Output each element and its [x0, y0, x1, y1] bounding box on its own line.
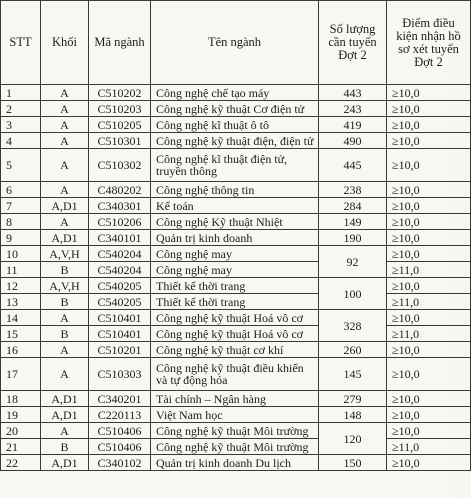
- cell-ten: Kế toán: [151, 198, 319, 214]
- cell-stt: 7: [1, 198, 41, 214]
- cell-diem: ≥10,0: [387, 117, 471, 133]
- cell-ten: Công nghệ thông tin: [151, 182, 319, 198]
- cell-stt: 18: [1, 391, 41, 407]
- cell-stt: 11: [1, 262, 41, 278]
- table-row: [1, 326, 471, 342]
- cell-so-luong: 190: [319, 230, 387, 246]
- cell-khoi: A: [41, 423, 89, 439]
- cell-ten: Công nghệ kỹ thuật Môi trường: [151, 439, 319, 455]
- cell-ma: C510203: [89, 101, 151, 117]
- cell-khoi: A: [41, 117, 89, 133]
- header-row: [1, 1, 471, 85]
- cell-so-luong: 100: [319, 278, 387, 310]
- cell-ma: C340101: [89, 230, 151, 246]
- table-row: [1, 182, 471, 198]
- cell-so-luong: 150: [319, 455, 387, 471]
- cell-khoi: A: [41, 101, 89, 117]
- cell-ten: Công nghệ kĩ thuật điện tử, truyền thông: [151, 149, 319, 182]
- cell-so-luong: 279: [319, 391, 387, 407]
- cell-so-luong: 284: [319, 198, 387, 214]
- cell-so-luong: 443: [319, 85, 387, 101]
- cell-so-luong: 260: [319, 342, 387, 358]
- table-row: [1, 246, 471, 262]
- cell-ten: Tài chính – Ngân hàng: [151, 391, 319, 407]
- cell-khoi: A: [41, 214, 89, 230]
- table-row: [1, 358, 471, 391]
- cell-stt: 13: [1, 294, 41, 310]
- cell-so-luong: 148: [319, 407, 387, 423]
- cell-diem: ≥10,0: [387, 246, 471, 262]
- cell-ma: C510401: [89, 310, 151, 326]
- table-row: [1, 407, 471, 423]
- cell-stt: 16: [1, 342, 41, 358]
- cell-ma: C510302: [89, 149, 151, 182]
- cell-ten: Công nghệ kỹ thuật Môi trường: [151, 423, 319, 439]
- cell-ma: C540204: [89, 246, 151, 262]
- table-row: [1, 439, 471, 455]
- cell-ma: C510205: [89, 117, 151, 133]
- cell-diem: ≥11,0: [387, 439, 471, 455]
- header-stt: STT: [1, 1, 41, 85]
- table-row: [1, 423, 471, 439]
- cell-diem: ≥10,0: [387, 407, 471, 423]
- cell-khoi: A,V,H: [41, 246, 89, 262]
- cell-diem: ≥10,0: [387, 198, 471, 214]
- cell-diem: ≥10,0: [387, 391, 471, 407]
- cell-stt: 17: [1, 358, 41, 391]
- cell-ten: Quản trị kinh doanh Du lịch: [151, 455, 319, 471]
- cell-khoi: A,V,H: [41, 278, 89, 294]
- cell-ma: C510406: [89, 423, 151, 439]
- cell-ma: C510201: [89, 342, 151, 358]
- table-row: [1, 230, 471, 246]
- cell-stt: 15: [1, 326, 41, 342]
- table-row: [1, 310, 471, 326]
- cell-so-luong: 238: [319, 182, 387, 198]
- cell-stt: 12: [1, 278, 41, 294]
- cell-khoi: A: [41, 310, 89, 326]
- cell-ma: C340301: [89, 198, 151, 214]
- cell-khoi: B: [41, 439, 89, 455]
- cell-stt: 3: [1, 117, 41, 133]
- cell-stt: 21: [1, 439, 41, 455]
- cell-ten: Quản trị kinh doanh: [151, 230, 319, 246]
- cell-khoi: A,D1: [41, 407, 89, 423]
- cell-stt: 14: [1, 310, 41, 326]
- cell-diem: ≥10,0: [387, 101, 471, 117]
- cell-ten: Công nghệ kỹ thuật cơ khí: [151, 342, 319, 358]
- cell-ma: C340201: [89, 391, 151, 407]
- cell-khoi: A: [41, 133, 89, 149]
- cell-ma: C510301: [89, 133, 151, 149]
- cell-diem: ≥10,0: [387, 310, 471, 326]
- cell-ten: Công nghệ kỹ thuật điều khiển và tự động hóa: [151, 358, 319, 391]
- cell-so-luong: 328: [319, 310, 387, 342]
- table-row: [1, 214, 471, 230]
- table-row: [1, 85, 471, 101]
- cell-diem: ≥10,0: [387, 149, 471, 182]
- cell-stt: 6: [1, 182, 41, 198]
- table-row: [1, 101, 471, 117]
- cell-so-luong: 445: [319, 149, 387, 182]
- cell-khoi: A: [41, 342, 89, 358]
- cell-diem: ≥10,0: [387, 182, 471, 198]
- cell-diem: ≥10,0: [387, 455, 471, 471]
- cell-ten: Công nghệ kỹ thuật Hoá vô cơ: [151, 326, 319, 342]
- cell-ma: C510202: [89, 85, 151, 101]
- cell-khoi: A: [41, 149, 89, 182]
- cell-ten: Công nghệ chế tạo máy: [151, 85, 319, 101]
- cell-ma: C510401: [89, 326, 151, 342]
- cell-so-luong: 243: [319, 101, 387, 117]
- cell-khoi: A,D1: [41, 391, 89, 407]
- cell-ma: C340102: [89, 455, 151, 471]
- cell-so-luong: 145: [319, 358, 387, 391]
- header-ten-nganh: Tên ngành: [151, 1, 319, 85]
- cell-so-luong: 419: [319, 117, 387, 133]
- cell-ten: Việt Nam học: [151, 407, 319, 423]
- cell-diem: ≥10,0: [387, 423, 471, 439]
- cell-stt: 2: [1, 101, 41, 117]
- table-row: [1, 149, 471, 182]
- cell-ma: C540205: [89, 294, 151, 310]
- cell-diem: ≥11,0: [387, 262, 471, 278]
- header-ma-nganh: Mã ngành: [89, 1, 151, 85]
- cell-khoi: A,D1: [41, 455, 89, 471]
- cell-stt: 8: [1, 214, 41, 230]
- cell-stt: 22: [1, 455, 41, 471]
- cell-khoi: A: [41, 182, 89, 198]
- cell-ma: C510206: [89, 214, 151, 230]
- table-row: [1, 198, 471, 214]
- cell-diem: ≥10,0: [387, 85, 471, 101]
- cell-ten: Công nghệ kỹ thuật Cơ điện tử: [151, 101, 319, 117]
- table-row: [1, 455, 471, 471]
- cell-ten: Công nghệ kĩ thuật ô tô: [151, 117, 319, 133]
- cell-stt: 4: [1, 133, 41, 149]
- cell-stt: 9: [1, 230, 41, 246]
- cell-khoi: A: [41, 358, 89, 391]
- cell-ma: C540204: [89, 262, 151, 278]
- cell-ten: Thiết kế thời trang: [151, 294, 319, 310]
- cell-so-luong: 490: [319, 133, 387, 149]
- cell-diem: ≥10,0: [387, 230, 471, 246]
- cell-khoi: B: [41, 262, 89, 278]
- cell-ma: C540205: [89, 278, 151, 294]
- cell-diem: ≥10,0: [387, 278, 471, 294]
- cell-ten: Công nghệ kỹ thuật điện, điện tử: [151, 133, 319, 149]
- cell-so-luong: 92: [319, 246, 387, 278]
- cell-khoi: A,D1: [41, 230, 89, 246]
- table-row: [1, 342, 471, 358]
- cell-ten: Công nghệ kỹ thuật Hoá vô cơ: [151, 310, 319, 326]
- cell-ma: C480202: [89, 182, 151, 198]
- cell-ten: Công nghệ may: [151, 262, 319, 278]
- cell-stt: 1: [1, 85, 41, 101]
- cell-diem: ≥11,0: [387, 294, 471, 310]
- cell-ten: Thiết kế thời trang: [151, 278, 319, 294]
- cell-khoi: B: [41, 326, 89, 342]
- cell-khoi: B: [41, 294, 89, 310]
- cell-khoi: A: [41, 85, 89, 101]
- cell-ma: C510303: [89, 358, 151, 391]
- header-so-luong: Số lượng cần tuyển Đợt 2: [319, 1, 387, 85]
- cell-ma: C220113: [89, 407, 151, 423]
- table-row: [1, 278, 471, 294]
- table-row: [1, 294, 471, 310]
- cell-ten: Công nghệ Kỹ thuật Nhiệt: [151, 214, 319, 230]
- cell-diem: ≥11,0: [387, 326, 471, 342]
- cell-diem: ≥10,0: [387, 214, 471, 230]
- cell-stt: 19: [1, 407, 41, 423]
- header-khoi: Khối: [41, 1, 89, 85]
- cell-so-luong: 120: [319, 423, 387, 455]
- cell-so-luong: 149: [319, 214, 387, 230]
- table-row: [1, 133, 471, 149]
- cell-diem: ≥10,0: [387, 358, 471, 391]
- cell-diem: ≥10,0: [387, 133, 471, 149]
- table-row: [1, 391, 471, 407]
- cell-diem: ≥10,0: [387, 342, 471, 358]
- cell-khoi: A,D1: [41, 198, 89, 214]
- table-row: [1, 262, 471, 278]
- header-diem: Điểm điều kiện nhận hồ sơ xét tuyển Đợt 2: [387, 1, 471, 85]
- table-row: [1, 117, 471, 133]
- cell-stt: 5: [1, 149, 41, 182]
- cell-ma: C510406: [89, 439, 151, 455]
- cell-stt: 20: [1, 423, 41, 439]
- cell-ten: Công nghệ may: [151, 246, 319, 262]
- cell-stt: 10: [1, 246, 41, 262]
